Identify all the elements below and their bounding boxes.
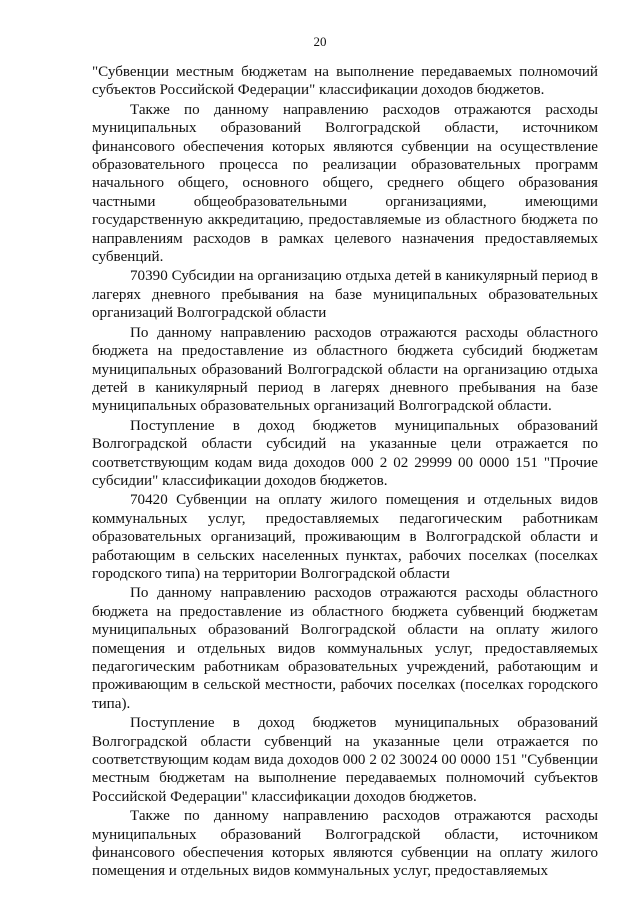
paragraph: Также по данному направлению расходов отражаются расходы муниципальных образований Волгоградской области, источником финансового обеспечения которых являются субвенции на оплату жилого помещения и отдельных видов коммунальных услуг, предоставляемых <box>92 808 598 880</box>
document-body <box>92 63 598 882</box>
paragraph: По данному направлению расходов отражаются расходы областного бюджета на предоставление из областного бюджета субсидий бюджетам муниципальных образований Волгоградской области на организацию отдыха детей в каникулярный период в лагерях дневного пребывания на базе муниципальных образовательных организаций Волгоградской области. <box>92 324 598 415</box>
paragraph: Поступление в доход бюджетов муниципальных образований Волгоградской области субсидий на указанные цели отражается по соответствующим кодам вида доходов 000 2 02 29999 00 0000 151 "Прочие субсидии" классификации доходов бюджетов. <box>92 417 598 489</box>
section-heading-70390: 70390 Субсидии на организацию отдыха детей в каникулярный период в лагерях дневного пребывания на базе муниципальных образовательных организаций Волгоградской области <box>92 268 598 322</box>
page-number: 20 <box>313 34 327 49</box>
paragraph: Также по данному направлению расходов отражаются расходы муниципальных образований Волгоградской области, источником финансового обеспечения которых являются субвенции на осуществление образовательного процесса по реализации образовательных программ начального общего, основного общего, среднего общего образования частными общеобразовательными организациями, имеющими государственную аккредитацию, предоставляемые из областного бюджета по направлениям расходов в рамках целевого назначения предоставляемых субвенций. <box>92 101 598 266</box>
section-heading-70420: 70420 Субвенции на оплату жилого помещения и отдельных видов коммунальных услуг, предоставляемых педагогическим работникам образовательных организаций, проживающим в Волгоградской области и работающим в сельских населенных пунктах, рабочих поселках (поселках городского типа) на территории Волгоградской области <box>92 492 598 582</box>
paragraph: "Субвенции местным бюджетам на выполнение передаваемых полномочий субъектов Российской Федерации" классификации доходов бюджетов. <box>92 64 598 99</box>
paragraph: По данному направлению расходов отражаются расходы областного бюджета на предоставление из областного бюджета субвенций бюджетам муниципальных образований Волгоградской области на оплату жилого помещения и отдельных видов коммунальных услуг, предоставляемых педагогическим работникам образовательных учреждений, работающим и проживающим в сельской местности, рабочих поселках (поселках городского типа). <box>92 585 598 712</box>
paragraph: Поступление в доход бюджетов муниципальных образований Волгоградской области субвенций на указанные цели отражается по соответствующим кодам вида доходов 000 2 02 30024 00 0000 151 "Субвенции местным бюджетам на выполнение передаваемых полномочий субъектов Российской Федерации" классификации доходов бюджетов. <box>92 715 598 805</box>
